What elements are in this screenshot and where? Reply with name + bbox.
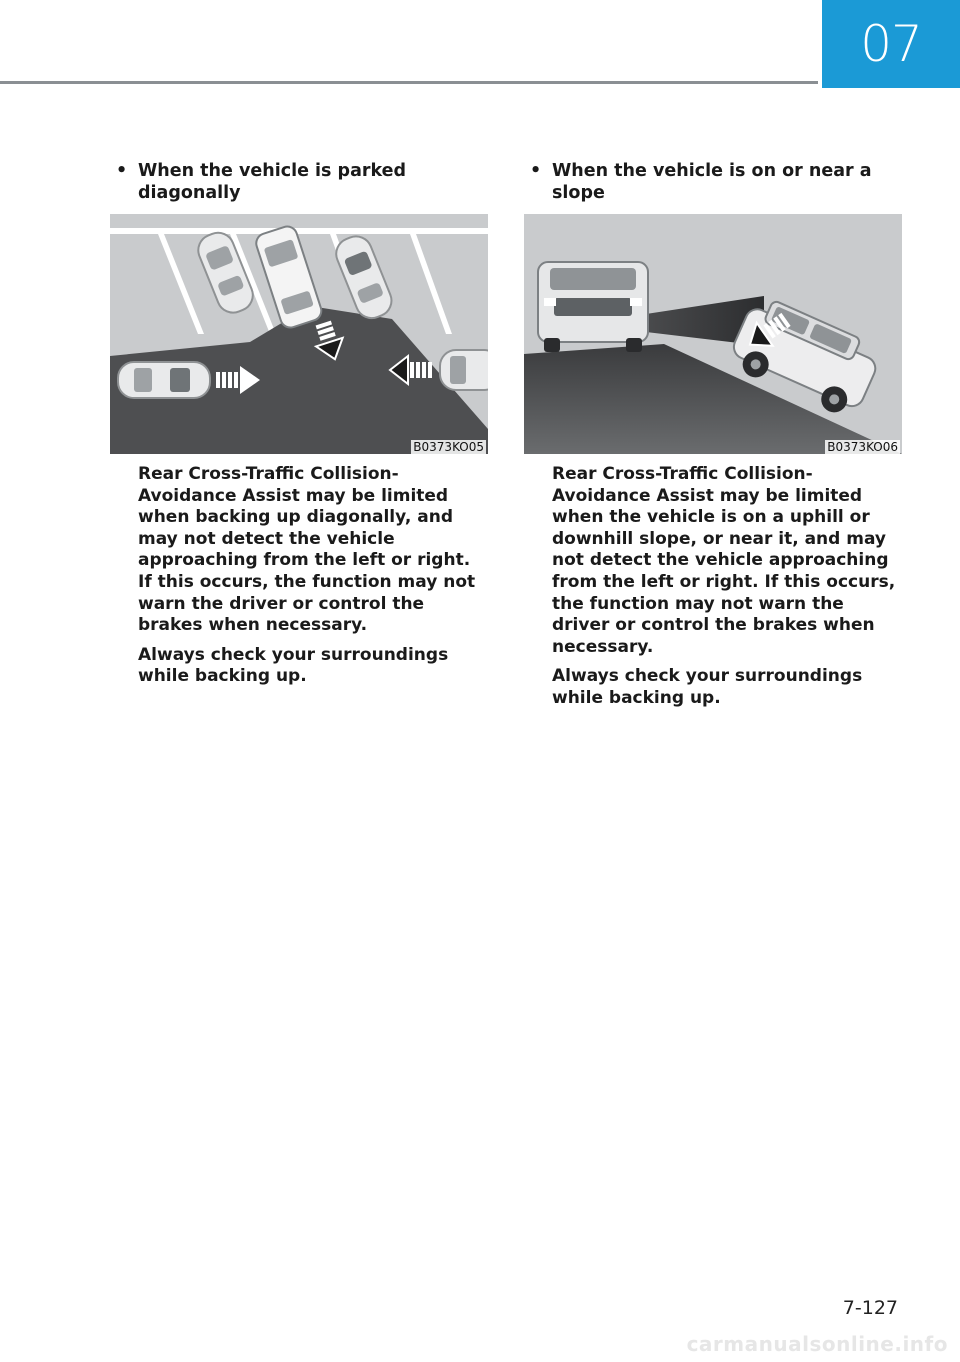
right-bullet-heading	[524, 160, 902, 206]
left-bullet-heading	[110, 160, 488, 206]
chapter-tab: 07	[822, 0, 960, 88]
left-paragraph-2: Always check your surroundings while backing up.	[138, 644, 449, 687]
left-column	[110, 160, 488, 696]
right-column	[524, 160, 902, 718]
bullet-icon: •	[116, 161, 128, 181]
left-heading-text: When the vehicle is parked diagonally	[138, 161, 407, 203]
watermark: carmanualsonline.info	[686, 1332, 948, 1356]
left-paragraph-1: Rear Cross-Traffic Collision-Avoidance Assist may be limited when backing up diagonally, and may not detect the vehicle approaching from the left or right. If this occurs, the function may not warn the driver or control the brakes when necessary.	[138, 464, 476, 636]
left-body-text	[110, 464, 488, 688]
bullet-icon: •	[530, 161, 542, 181]
diagonal-parking-illustration	[110, 214, 488, 454]
right-heading-text: When the vehicle is on or near a slope	[552, 161, 872, 203]
suv-front	[538, 262, 648, 352]
page-number: 7-127	[842, 1297, 898, 1319]
slope-illustration	[524, 214, 902, 454]
header-rule	[0, 81, 818, 84]
figure-code: B0373KO06	[827, 440, 898, 454]
figure-code: B0373KO05	[413, 440, 484, 454]
right-paragraph-1: Rear Cross-Traffic Collision-Avoidance Assist may be limited when the vehicle is on a uphill or downhill slope, or near it, and may not detect the vehicle approaching from the left or right. If this occurs, the function may not warn the driver or control the brakes when necessary.	[552, 464, 896, 657]
right-body-text	[524, 464, 902, 710]
slope-diagram	[524, 214, 902, 454]
right-paragraph-2: Always check your surroundings while backing up.	[552, 666, 863, 708]
parking-lot-diagram	[110, 214, 488, 454]
